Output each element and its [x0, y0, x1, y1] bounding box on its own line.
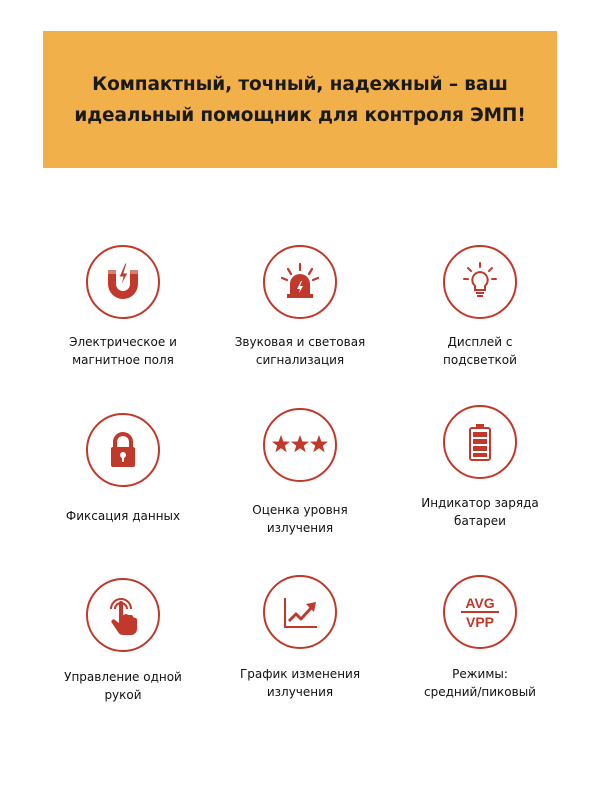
avg-label: AVG	[465, 595, 495, 611]
banner-title	[74, 69, 525, 131]
feature-label: Оценка уровня излучения	[252, 503, 348, 535]
three-stars-icon	[263, 408, 337, 482]
feature-label: Управление одной рукой	[64, 670, 182, 702]
feature-one-hand	[28, 578, 218, 704]
feature-label: Звуковая и световая сигнализация	[234, 335, 366, 367]
battery-icon	[443, 405, 517, 479]
vpp-label: VPP	[465, 614, 495, 630]
feature-data-hold	[28, 413, 218, 525]
feature-label: Индикатор заряда батареи	[421, 496, 539, 528]
feature-label: Режимы: средний/пиковый	[424, 667, 536, 699]
feature-rating	[205, 408, 395, 537]
feature-modes	[385, 575, 575, 701]
feature-label: Фиксация данных	[65, 509, 181, 523]
feature-battery	[385, 405, 575, 530]
feature-label: Дисплей с подсветкой	[443, 335, 517, 367]
padlock-icon	[86, 413, 160, 487]
header-banner	[43, 31, 557, 168]
touch-hand-icon	[86, 578, 160, 652]
feature-graph	[205, 575, 395, 701]
banner-title-line-2: идеальный помощник для контроля ЭМП!	[74, 104, 526, 126]
feature-label: Электрическое и магнитное поля	[69, 335, 177, 367]
avg-vpp-icon	[443, 575, 517, 649]
light-bulb-icon	[443, 245, 517, 319]
trend-chart-icon	[263, 575, 337, 649]
banner-title-line-1: Компактный, точный, надежный – ваш	[92, 73, 508, 95]
alarm-light-icon	[263, 245, 337, 319]
feature-fields	[28, 245, 218, 369]
feature-alarm	[205, 245, 395, 369]
magnet-lightning-icon	[86, 245, 160, 319]
feature-label: График изменения излучения	[239, 667, 361, 699]
feature-display	[385, 245, 575, 369]
